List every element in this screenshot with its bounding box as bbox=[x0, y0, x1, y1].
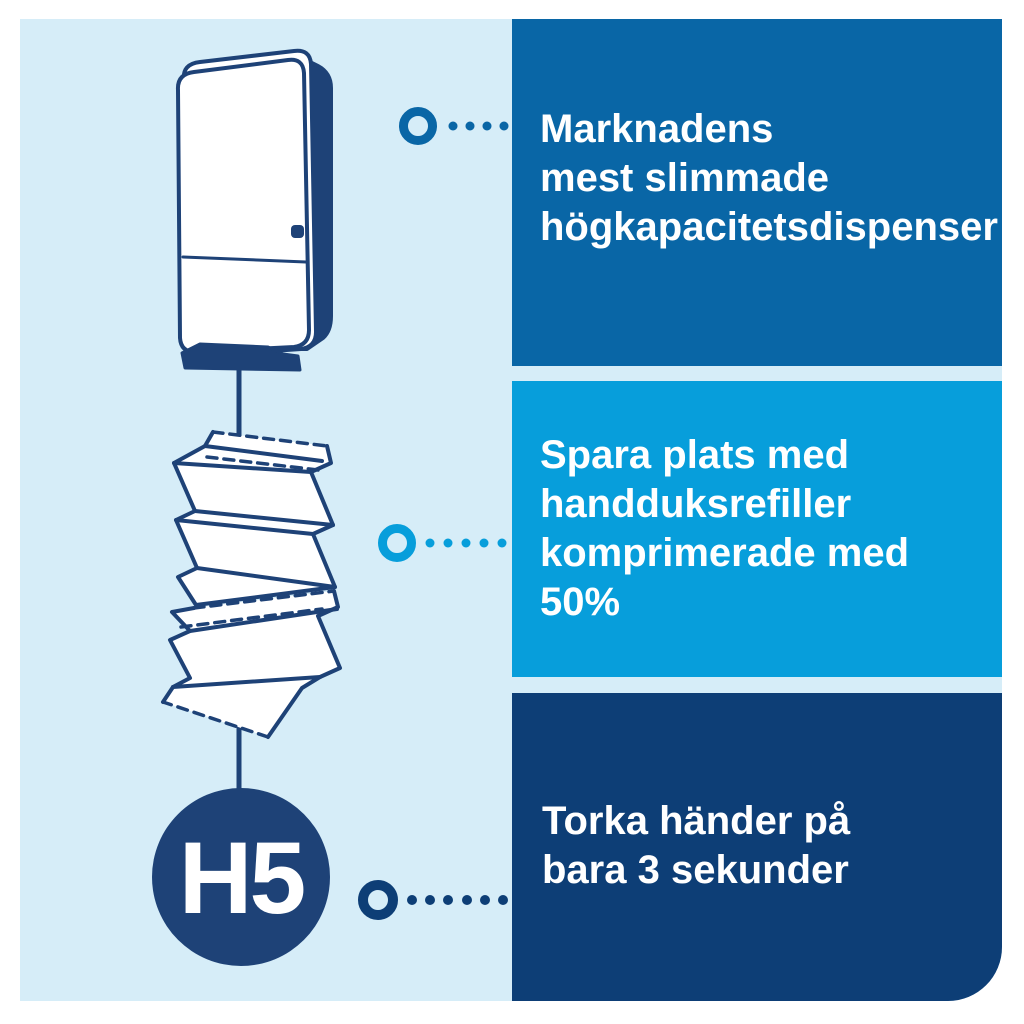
ring-icon bbox=[383, 529, 412, 558]
connector-dots-dry-fast bbox=[363, 885, 508, 915]
ring-icon bbox=[404, 112, 433, 141]
paper-towel-dispenser-icon bbox=[178, 51, 331, 370]
callout-line: komprimerade med bbox=[540, 531, 910, 575]
callout-line: högkapacitetsdispenser bbox=[540, 205, 998, 249]
callout-line: mest slimmade bbox=[540, 156, 830, 200]
callout-line: Marknadens bbox=[540, 107, 774, 151]
dispenser-button-icon bbox=[291, 225, 304, 238]
connector-dots-save-space bbox=[383, 529, 507, 558]
folded-paper-towels-icon bbox=[163, 432, 340, 737]
callout-line: Spara plats med bbox=[540, 433, 850, 477]
badge-label: H5 bbox=[178, 821, 304, 935]
callout-line: handduksrefiller bbox=[540, 482, 852, 526]
callout-line: 50% bbox=[540, 580, 621, 624]
callout-line: bara 3 sekunder bbox=[542, 848, 849, 892]
ring-icon bbox=[363, 885, 393, 915]
connector-dots-slim-dispenser bbox=[404, 112, 509, 141]
callout-line: Torka händer på bbox=[542, 799, 851, 843]
h5-refill-badge bbox=[152, 788, 330, 966]
